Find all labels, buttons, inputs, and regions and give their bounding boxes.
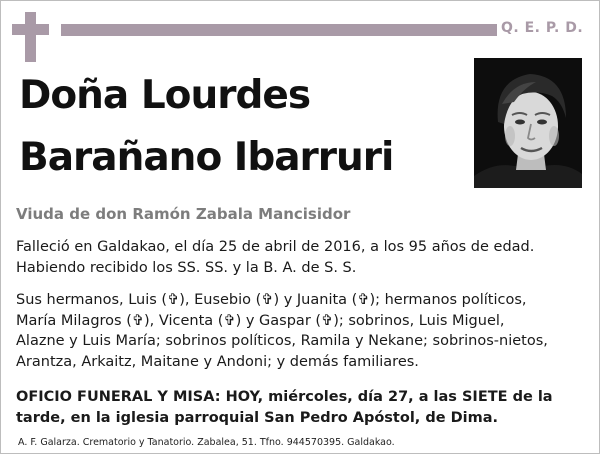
text-line: tarde, en la iglesia parroquial San Pedro Apóstol, de Dima. (16, 409, 499, 426)
text-line: Habiendo recibido los SS. SS. y la B. A. de S. S. (16, 259, 357, 276)
portrait-image (474, 58, 582, 188)
cross-icon-vertical (25, 12, 36, 62)
deceased-name-line1: Doña Lourdes (19, 73, 311, 118)
deceased-name-line2: Barañano Ibarruri (19, 135, 394, 180)
text-line: OFICIO FUNERAL Y MISA: HOY, miércoles, día 27, a las SIETE de la (16, 389, 553, 405)
text-line: Alazne y Luis María; sobrinos políticos, Ramila y Nekane; sobrinos-nietos, (16, 333, 548, 349)
death-notice-paragraph (16, 237, 586, 278)
header-rule (61, 24, 497, 36)
text-line: Falleció en Galdakao, el día 25 de abril de 2016, a los 95 años de edad. (16, 239, 535, 255)
qepd-label: Q. E. P. D. (501, 20, 584, 36)
subtitle-widow-of: Viuda de don Ramón Zabala Mancisidor (16, 205, 351, 223)
cross-icon-horizontal (12, 24, 49, 35)
text-line: María Milagros (✞), Vicenta (✞) y Gaspar (✞); sobrinos, Luis Miguel, (16, 312, 505, 329)
funeral-home-footer: A. F. Galarza. Crematorio y Tanatorio. Zabalea, 51. Tfno. 944570395. Galdakao. (18, 437, 395, 448)
family-paragraph (16, 290, 586, 372)
funeral-service-paragraph (16, 387, 586, 428)
text-line: Sus hermanos, Luis (✞), Eusebio (✞) y Juanita (✞); hermanos políticos, (16, 292, 527, 308)
text-line: Arantza, Arkaitz, Maitane y Andoni; y demás familiares. (16, 353, 419, 370)
portrait-photo (474, 58, 582, 188)
